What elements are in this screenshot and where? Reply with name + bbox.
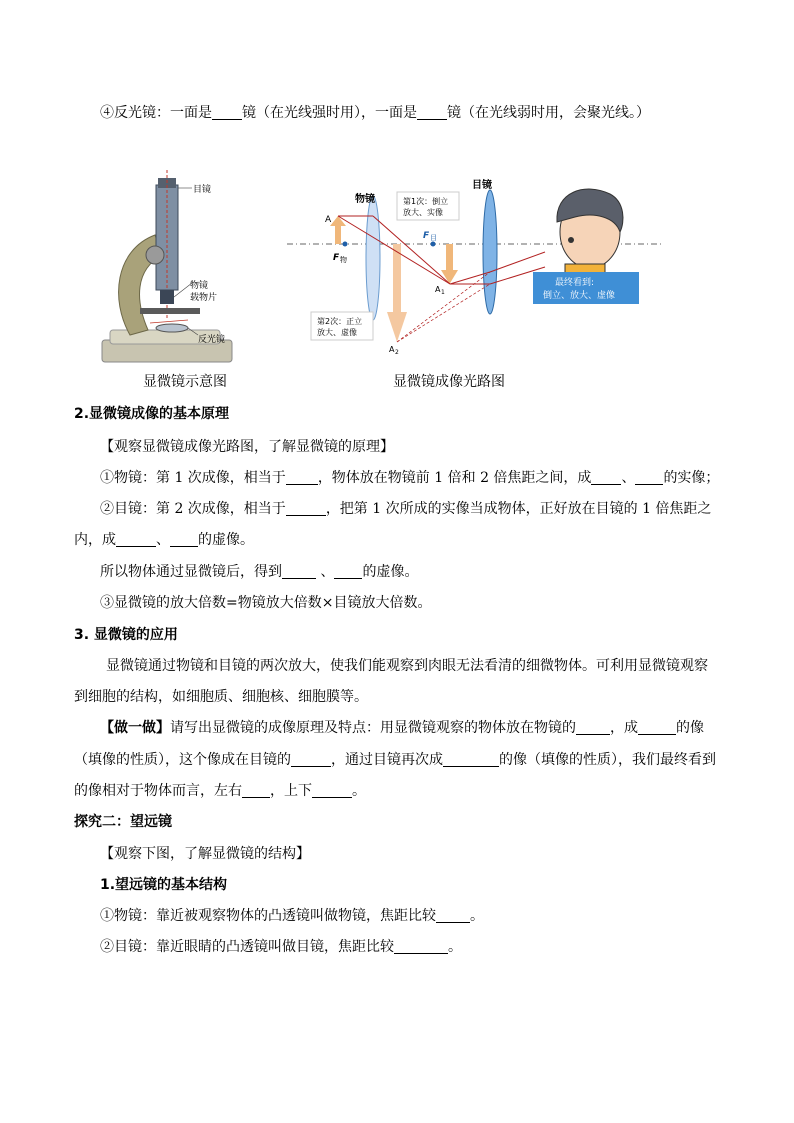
first-image [446, 244, 453, 272]
object-arrow [335, 224, 341, 244]
text: 的虚像。 [198, 532, 254, 548]
eyepiece-lens [483, 190, 497, 314]
summary-line [100, 562, 418, 582]
caption-right: 显微镜成像光路图 [393, 374, 505, 390]
label-f-sub: 物 [340, 256, 347, 264]
text: 镜（在光线强时用），一面是 [242, 105, 417, 121]
text: ，成 [610, 720, 638, 736]
objective-part [160, 290, 174, 304]
blank[interactable] [170, 532, 198, 547]
second-image-label-2: 放大、虚像 [317, 328, 357, 337]
blank[interactable] [635, 470, 663, 485]
blank[interactable] [282, 564, 316, 579]
blank[interactable] [638, 720, 676, 735]
text: 。 [352, 783, 366, 799]
blank[interactable] [576, 720, 610, 735]
blank[interactable] [312, 783, 352, 798]
blank[interactable] [394, 939, 448, 954]
blank[interactable] [242, 783, 270, 798]
blank[interactable] [417, 105, 447, 120]
eyepiece-line [100, 499, 711, 519]
doit-tag: 【做一做】 [100, 720, 170, 736]
text: ，把第 1 次所成的实像当成物体，正好放在目镜的 1 倍焦距之 [325, 501, 712, 517]
second-image-head [387, 312, 407, 342]
label-eyepiece: 目镜 [472, 180, 492, 191]
text: 的实像； [663, 470, 720, 486]
eyepiece-line-2 [74, 530, 254, 550]
mirror-line [100, 103, 650, 123]
explore2-heading: 探究二：望远镜 [74, 814, 172, 830]
microscope-schematic [100, 170, 240, 365]
first-image-label-2: 放大、实像 [403, 208, 443, 217]
mirror-part [156, 324, 188, 332]
ray [490, 252, 545, 272]
section3-p2: 到细胞的结构，如细胞质、细胞核、细胞膜等。 [74, 689, 368, 705]
label-mirror: 反光镜 [198, 335, 226, 345]
text: ②目镜：靠近眼睛的凸透镜叫做目镜，焦距比较 [100, 939, 394, 955]
blank[interactable] [291, 752, 331, 767]
first-image-label-1: 第1次：倒立 [403, 197, 449, 206]
objective-line [100, 468, 719, 488]
text: （填像的性质），这个像成在目镜的 [74, 752, 291, 768]
section3-heading: 3. 显微镜的应用 [74, 627, 178, 643]
final-result-label-1: 最终看到: [555, 278, 595, 288]
focus-obj [343, 242, 348, 247]
label-a2: A [389, 345, 395, 354]
text: 的像相对于物体而言，左右 [74, 783, 242, 799]
blank[interactable] [212, 105, 242, 120]
label-a1: A [435, 285, 441, 294]
label-f-eye: F [423, 231, 430, 241]
light-ray [150, 320, 188, 323]
doit-line-3 [74, 781, 366, 801]
text: 请写出显微镜的成像原理及特点：用显微镜观察的物体放在物镜的 [170, 720, 576, 736]
ray [373, 216, 450, 284]
blank[interactable] [116, 532, 156, 547]
text: ，上下 [270, 783, 312, 799]
second-image [393, 244, 401, 314]
optical-path-diagram [285, 172, 665, 362]
label-a1-sub: 1 [441, 289, 445, 296]
text: ④反光镜：一面是 [100, 105, 212, 121]
label-f: F [333, 253, 340, 263]
second-image-label-1: 第2次：正立 [317, 317, 363, 326]
label-point-a: A [325, 215, 332, 225]
focus-eye [431, 242, 436, 247]
section2-observe: 【观察显微镜成像光路图，了解显微镜的原理】 [100, 439, 394, 455]
virtual-ray [397, 272, 490, 342]
doit-line-2 [74, 750, 716, 770]
text: 。 [470, 908, 484, 924]
section2-heading: 2.显微镜成像的基本原理 [74, 406, 230, 422]
text: 的虚像。 [362, 564, 419, 580]
label-slide: 载物片 [190, 293, 218, 303]
text: ，物体放在物镜前 1 倍和 2 倍焦距之间，成 [317, 470, 592, 486]
magnification-line: ③显微镜的放大倍数=物镜放大倍数×目镜放大倍数。 [100, 595, 432, 611]
explore2-observe: 【观察下图，了解显微镜的结构】 [100, 846, 310, 862]
blank[interactable] [443, 752, 499, 767]
blank[interactable] [334, 564, 362, 579]
label-objective: 物镜 [190, 281, 209, 291]
object-arrow-head [330, 216, 346, 226]
text: 、 [316, 564, 335, 580]
text: 内，成 [74, 532, 116, 548]
text: 的像（填像的性质），我们最终看到 [499, 752, 716, 768]
label-objective: 物镜 [355, 194, 375, 205]
observer-eye [568, 237, 574, 243]
label-eyepiece: 目镜 [193, 185, 212, 195]
caption-left: 显微镜示意图 [143, 374, 227, 390]
label-f-eye-sub: 目 [430, 234, 437, 242]
text: ①物镜：靠近被观察物体的凸透镜叫做物镜，焦距比较 [100, 908, 436, 924]
text: ，通过目镜再次成 [331, 752, 443, 768]
doit-line-1 [100, 718, 704, 738]
text: 。 [448, 939, 462, 955]
explore2-subheading: 1.望远镜的基本结构 [100, 877, 228, 893]
text: ②目镜：第 2 次成像，相当于 [100, 501, 286, 517]
text: 的像 [676, 720, 704, 736]
final-result-label-2: 倒立、放大、虚像 [543, 291, 616, 301]
text: 镜（在光线弱时用，会聚光线。） [447, 105, 650, 121]
blank[interactable] [286, 470, 318, 485]
blank[interactable] [286, 501, 326, 516]
stage [140, 308, 200, 314]
text: 、 [156, 532, 170, 548]
blank[interactable] [436, 908, 470, 923]
objective-lens [366, 196, 380, 320]
telescope-eyepiece-line [100, 937, 462, 957]
label-a2-sub: 2 [395, 349, 399, 356]
section3-p1: 显微镜通过物镜和目镜的两次放大，使我们能观察到肉眼无法看清的细微物体。可利用显微镜观察 [106, 658, 708, 674]
telescope-objective-line [100, 906, 484, 926]
text: 、 [621, 470, 636, 486]
text: 所以物体通过显微镜后，得到 [100, 564, 282, 580]
text: ①物镜：第 1 次成像，相当于 [100, 470, 286, 486]
focus-knob [146, 246, 164, 264]
blank[interactable] [591, 470, 621, 485]
